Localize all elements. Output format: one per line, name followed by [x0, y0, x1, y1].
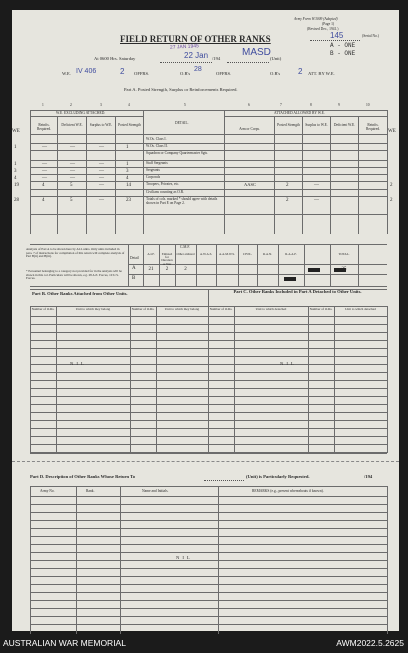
col-num: 7: [280, 103, 282, 107]
part-c-title: Part C. Other Ranks Included in Part A Detached to Other Units.: [233, 289, 362, 294]
analysis-row-a: A: [132, 266, 136, 271]
grid-row-line: [30, 420, 387, 421]
row-detail: Troopers, Privates, etc.: [146, 182, 180, 186]
part-d-nil: NIL: [176, 555, 193, 560]
grid-row-line: [30, 388, 387, 389]
row-detail: Squadron or Company Quartermaster Sgts.: [146, 151, 208, 155]
analysis-col-line: [216, 244, 217, 286]
cell-posted: 3: [126, 168, 129, 174]
cell-deficient: —: [70, 175, 75, 181]
cell-posted: 1: [126, 161, 129, 167]
cell-posted: 14: [126, 183, 131, 188]
form-title: FIELD RETURN OF OTHER RANKS: [120, 34, 271, 44]
redaction: [284, 277, 296, 281]
analysis-detail-label: Detail: [130, 256, 139, 260]
sub-header: Surplus to W.E.: [305, 123, 328, 127]
grid-row-line: [30, 608, 387, 609]
cell-surplus: —: [99, 168, 104, 174]
cell-att-surplus: —: [314, 183, 319, 188]
unit-written: MASD: [242, 47, 271, 58]
cell-surplus: —: [99, 144, 104, 150]
cell-deficient: —: [70, 168, 75, 174]
grid-row-line: [30, 396, 387, 397]
part-b-nil: NIL: [70, 361, 87, 366]
grid-row-line: [30, 576, 387, 577]
analysis-col-header: Enlisted for Duration or War: [161, 252, 173, 266]
grid-row-line: [30, 404, 387, 405]
cell-reinfts: —: [42, 168, 47, 174]
cell-surplus: —: [99, 175, 104, 181]
part-d-year: /194: [364, 474, 373, 479]
col-num: 10: [366, 103, 370, 107]
sub-header: Deficient W.E.: [333, 123, 356, 127]
cell-reinfts: —: [42, 161, 47, 167]
grid-row-line: [30, 412, 387, 413]
grid-row-line: [30, 616, 387, 617]
cmf-header: C.M.F.: [180, 245, 190, 249]
or-label: O.R's: [180, 71, 191, 76]
grid-row-line: [30, 444, 387, 445]
row-we-mark: 1: [14, 144, 17, 150]
cell-reinfts: 4: [42, 198, 45, 203]
sub-header: Surplus to W.E.: [89, 123, 113, 127]
grid-row-line: [30, 332, 387, 333]
col-num: 9: [338, 103, 340, 107]
grid-col-line: [387, 306, 388, 453]
row-we-mark: 1: [14, 161, 17, 167]
grid-col-header: Number of O.Rs.: [31, 307, 55, 311]
analysis-col-line: [175, 244, 176, 286]
col-num: 4: [128, 103, 130, 107]
grid-col-line: [387, 486, 388, 634]
analysis-col-line: [330, 244, 331, 286]
redaction: [308, 268, 320, 272]
part-d-title: Part D. Description of Other Ranks Whose Return To: [30, 474, 136, 479]
analysis-col-line: [304, 244, 305, 286]
cell-surplus: —: [99, 198, 104, 203]
part-d-col: Army No.: [40, 489, 55, 493]
year-label: /194: [212, 56, 221, 61]
att-by-label: ATT. BY W.E.: [308, 71, 335, 76]
grid-row-line: [30, 380, 387, 381]
row-detail: W.Os. Class I.: [146, 137, 167, 141]
part-c-nil: NIL: [280, 361, 297, 366]
col-num: 2: [70, 103, 72, 107]
sub-header: Posted Strength: [118, 123, 141, 127]
cell-deficient: 5: [70, 198, 73, 203]
redaction: [334, 268, 346, 272]
we-written: IV 406: [76, 68, 97, 75]
cell-posted: 23: [126, 198, 131, 203]
grid-row-line: [30, 512, 387, 513]
we-mark: WE: [12, 129, 20, 134]
offrs2-written: 2: [298, 67, 303, 76]
a-label: A - ONE: [330, 42, 356, 49]
grid-col-header: Unit to which they belong: [75, 307, 111, 311]
grid-row-line: [30, 356, 387, 357]
analysis-col-header: A.W.A.S.: [199, 252, 213, 256]
row-detail: Corporals: [146, 175, 161, 179]
grid-col-header: Number of O.Rs.: [309, 307, 333, 311]
grid-row-line: [30, 552, 387, 553]
form-revised: (Revised Dec., 1941.): [307, 27, 339, 31]
analysis-footnote: * Personnel belonging to a category not provided for in the analysis will be shown in this col. Particulars will be shown, e.g. 28 A.E. Forces, 10 U.S. Forces.: [26, 269, 122, 281]
grid-row-line: [30, 372, 387, 373]
analysis-note: Analysis of Part A to be shown here by ALL units. Only units included in para. 7 of instructions for compilation of this return will complete analysis of Part B(ii) and B(iii).: [26, 247, 125, 259]
analysis-col-line: [358, 244, 359, 286]
row-detail: Staff Sergeants: [146, 161, 168, 165]
grid-row-line: [30, 536, 387, 537]
grid-row-line: [30, 520, 387, 521]
detail-header: DETAIL.: [175, 121, 189, 125]
grid-col-header: Unit to which detached: [345, 307, 376, 311]
form-reference: Army Form W.3009 (Adapted): [294, 17, 338, 21]
serial-number: 145: [330, 31, 344, 40]
grid-row-line: [30, 560, 387, 561]
col-num: 1: [42, 103, 44, 107]
footer-credit: AUSTRALIAN WAR MEMORIAL: [3, 638, 126, 648]
grid-col-header: Unit to which they belong: [164, 307, 200, 311]
sub-header: Deficient W.E.: [61, 123, 83, 127]
part-d-col: REMARKS (e.g., present whereabouts if known).: [252, 489, 324, 493]
grid-col-header: Number of O.Rs.: [209, 307, 233, 311]
cell-surplus: —: [99, 183, 104, 188]
analysis-col-line: [238, 244, 239, 286]
col-num: 5: [184, 103, 186, 107]
grid-row-line: [30, 348, 387, 349]
cell-att-surplus: —: [314, 198, 319, 203]
analysis-value-a: 2: [184, 267, 187, 272]
part-d-col: Rank.: [86, 489, 95, 493]
row-we-mark: 19: [14, 183, 19, 188]
row-detail: Civilians counting as O.R.: [146, 190, 185, 194]
col-num: 3: [100, 103, 102, 107]
row-right-mark: 2: [390, 198, 393, 203]
cell-att-posted: 2: [286, 183, 289, 188]
analysis-col-header: CIVIL.: [242, 252, 253, 256]
grid-col-header: Number of O.Rs.: [131, 307, 155, 311]
cell-arm: AASC: [244, 182, 257, 187]
col-num: 8: [310, 103, 312, 107]
cell-deficient: —: [70, 144, 75, 150]
we-excl-header: W.E. EXCLUDING ATTACHED.: [56, 111, 106, 115]
cell-reinfts: —: [42, 175, 47, 181]
attached-allowed-header: ATTACHED ALLOWED BY W.E.: [274, 111, 325, 115]
offrs-label: OFFRS.: [134, 71, 150, 76]
cell-reinfts: 4: [42, 183, 45, 188]
row-we-mark: 3: [14, 168, 17, 174]
form-page: [12, 10, 399, 631]
row-detail: Totals of cols. marked * should agree with details shown in Part E on Page 2.: [146, 197, 218, 206]
date-written: 22 Jan: [184, 51, 209, 60]
grid-row-line: [30, 568, 387, 569]
analysis-value-a: 21: [148, 267, 154, 272]
tear-line: [12, 461, 399, 462]
analysis-col-header: A.I.F.: [147, 252, 155, 256]
row-detail: W.Os. Class II.: [146, 144, 168, 148]
sub-header: Arm or Corps.: [239, 127, 260, 131]
cell-att-posted: 2: [286, 198, 289, 203]
part-b-title: Part B. Other Ranks Attached from Other Units.: [32, 291, 128, 296]
grid-row-line: [30, 528, 387, 529]
cell-reinfts: —: [42, 144, 47, 150]
analysis-col-header: TOTAL.: [338, 252, 350, 256]
analysis-col-header: R.A.N.: [262, 252, 273, 256]
we-mark-right: WE: [388, 129, 396, 134]
grid-row-line: [30, 428, 387, 429]
grid-row-line: [30, 544, 387, 545]
serial-label: (Serial No.): [362, 34, 379, 38]
we-label: W.E.: [62, 71, 72, 76]
row-we-mark: 4: [14, 175, 17, 181]
analysis-col-line: [196, 244, 197, 286]
cell-surplus: —: [99, 161, 104, 167]
sub-header: Posted Strength: [277, 123, 300, 127]
analysis-col-header: Other enlisted: [176, 252, 195, 256]
offrs-written: 2: [120, 67, 125, 76]
row-detail: Sergeants: [146, 168, 160, 172]
footer-accession: AWM2022.5.2625: [336, 638, 404, 648]
grid-row-line: [30, 584, 387, 585]
part-d-col: Name and Initials.: [142, 489, 169, 493]
or-written: 28: [194, 66, 202, 73]
sub-header: Reinfts. Required.: [36, 123, 52, 131]
grid-row-line: [30, 592, 387, 593]
plus-offrs-label: OFFRS.: [216, 71, 232, 76]
form-page-label: (Page 1): [322, 22, 335, 26]
part-d-title-2: (Unit) is Particularly Requested.: [246, 474, 310, 479]
grid-row-line: [30, 436, 387, 437]
analysis-row-b: B: [132, 276, 136, 281]
row-line: [30, 214, 387, 215]
grid-row-line: [30, 624, 387, 625]
grid-col-header: Unit to which detached: [255, 307, 287, 311]
at-line: At 0600 Hrs. Saturday: [94, 56, 136, 61]
analysis-col-line: [257, 244, 258, 286]
row-right-mark: 2: [390, 183, 393, 188]
grid-row-line: [30, 340, 387, 341]
part-a-title: Part A. Posted Strength, Surplus or Reinforcements Required.: [124, 87, 238, 92]
cell-posted: 1: [126, 144, 129, 150]
analysis-col-header: R.A.A.F.: [285, 252, 297, 256]
cell-posted: 4: [126, 175, 129, 181]
grid-row-line: [30, 324, 387, 325]
b-label: B - ONE: [330, 50, 356, 57]
or-label-2: O.R's: [270, 71, 281, 76]
date-stamp: 27 JAN 1945: [169, 43, 200, 51]
unit-label: (Unit): [270, 56, 282, 61]
analysis-col-header: A.A.M.W.S.: [219, 252, 235, 256]
grid-row-line: [30, 600, 387, 601]
cell-deficient: 5: [70, 183, 73, 188]
col-num: 6: [248, 103, 250, 107]
analysis-col-line: [278, 244, 279, 286]
analysis-value-a: 2: [165, 267, 169, 272]
sub-header: Reinfts. Required.: [365, 123, 381, 131]
row-we-mark: 28: [14, 198, 19, 203]
grid-row-line: [30, 504, 387, 505]
cell-deficient: —: [70, 161, 75, 167]
